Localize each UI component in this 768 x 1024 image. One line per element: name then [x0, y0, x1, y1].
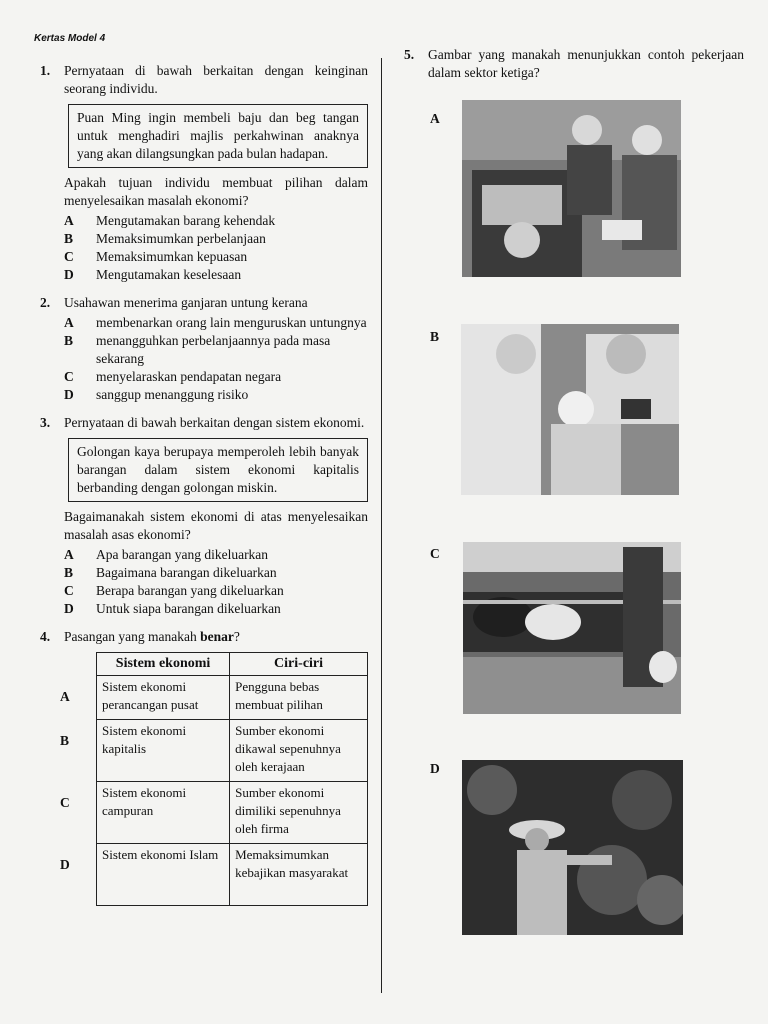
option-label: A: [64, 213, 74, 228]
right-column: [404, 46, 744, 82]
question-1: [40, 62, 368, 284]
pairing-table: [96, 652, 368, 906]
table-row[interactable]: [97, 676, 368, 720]
question-number: 3.: [40, 415, 51, 430]
option-label: B: [64, 565, 74, 580]
question-stem: Usahawan menerima ganjaran untung kerana: [64, 295, 308, 310]
system-cell: Sistem ekonomi perancangan pusat: [97, 676, 230, 720]
row-label-c: C: [60, 795, 70, 810]
option-label: B: [64, 333, 74, 348]
question-stem: Pernyataan di bawah berkaitan dengan sistem ekonomi.: [64, 415, 365, 430]
photo-label-b: B: [430, 329, 440, 344]
photo-label-a: A: [430, 111, 440, 126]
question-4: [40, 628, 368, 906]
option-text: sanggup menanggung risiko: [96, 387, 249, 402]
option-text: Mengutamakan barang kehendak: [96, 213, 276, 228]
option-text: Berapa barangan yang dikeluarkan: [96, 583, 284, 598]
question-number: 5.: [404, 47, 415, 62]
question-prompt: Apakah tujuan individu membuat pilihan dalam menyelesaikan masalah ekonomi?: [64, 175, 368, 208]
question-stem: Pernyataan di bawah berkaitan dengan keinginan seorang individu.: [64, 63, 368, 96]
question-stem: Gambar yang manakah menunjukkan contoh pekerjaan dalam sektor ketiga?: [428, 47, 744, 80]
row-label-a: A: [60, 689, 70, 704]
option-text: membenarkan orang lain menguruskan untungnya: [96, 315, 367, 330]
option-c[interactable]: [64, 248, 368, 266]
option-text: menyelaraskan pendapatan negara: [96, 369, 282, 384]
question-3: [40, 414, 368, 618]
option-c[interactable]: [64, 368, 368, 386]
factory-workers-icon: [462, 100, 681, 277]
table-row[interactable]: [97, 782, 368, 844]
row-label-b: B: [60, 733, 70, 748]
option-text: Untuk siapa barangan dikeluarkan: [96, 601, 281, 616]
question-2: [40, 294, 368, 404]
photo-label-c: C: [430, 546, 440, 561]
option-label: D: [64, 387, 74, 402]
option-label: D: [64, 267, 74, 282]
photo-label-d: D: [430, 761, 440, 776]
dairy-farm-cows-icon: [463, 542, 681, 714]
farmer-picking-crops-icon: [462, 760, 683, 935]
header-feature: Ciri-ciri: [230, 653, 368, 676]
option-text: Apa barangan yang dikeluarkan: [96, 547, 269, 562]
farmer-picking-crops-photo[interactable]: [462, 760, 683, 935]
question-prompt: Bagaimanakah sistem ekonomi di atas menyelesaikan masalah asas ekonomi?: [64, 509, 368, 542]
option-label: A: [64, 315, 74, 330]
feature-cell: Sumber ekonomi dimiliki sepenuhnya oleh firma: [230, 782, 368, 844]
column-divider: [381, 58, 382, 993]
table-header-row: [97, 653, 368, 676]
system-cell: Sistem ekonomi Islam: [97, 844, 230, 906]
feature-cell: Memaksimumkan kebajikan masyarakat: [230, 844, 368, 906]
dentist-patient-photo[interactable]: [461, 324, 679, 495]
question-stem-emphasis: benar: [200, 629, 234, 644]
option-d[interactable]: [64, 600, 368, 618]
option-d[interactable]: [64, 266, 368, 284]
option-a[interactable]: [64, 212, 368, 230]
option-b[interactable]: [64, 230, 368, 248]
option-c[interactable]: [64, 582, 368, 600]
table-row[interactable]: [97, 844, 368, 906]
statement-box: Golongan kaya berupaya memperoleh lebih banyak barangan dalam sistem ekonomi kapitalis berbanding dengan golongan miskin.: [68, 438, 368, 502]
question-5: [404, 46, 744, 82]
option-text: menangguhkan perbelanjaannya pada masa sekarang: [96, 333, 331, 366]
question-number: 1.: [40, 63, 51, 78]
question-stem-suffix: ?: [233, 629, 240, 644]
feature-cell: Pengguna bebas membuat pilihan: [230, 676, 368, 720]
option-text: Mengutamakan keselesaan: [96, 267, 242, 282]
option-d[interactable]: [64, 386, 368, 404]
option-a[interactable]: [64, 546, 368, 564]
option-label: A: [64, 547, 74, 562]
question-number: 4.: [40, 629, 51, 644]
paper-header: Kertas Model 4: [34, 33, 106, 44]
option-text: Memaksimumkan perbelanjaan: [96, 231, 266, 246]
option-text: Bagaimana barangan dikeluarkan: [96, 565, 277, 580]
dentist-patient-icon: [461, 324, 679, 495]
options-list: [64, 212, 368, 284]
factory-workers-photo[interactable]: [462, 100, 681, 277]
dairy-farm-cows-photo[interactable]: [463, 542, 681, 714]
statement-box: Puan Ming ingin membeli baju dan beg tangan untuk menghadiri majlis perkahwinan anaknya yang akan dilangsungkan pada bulan hadapan.: [68, 104, 368, 168]
option-b[interactable]: [64, 564, 368, 582]
feature-cell: Sumber ekonomi dikawal sepenuhnya oleh kerajaan: [230, 720, 368, 782]
header-system: Sistem ekonomi: [97, 653, 230, 676]
options-list: [64, 314, 368, 404]
option-label: B: [64, 231, 74, 246]
option-label: C: [64, 249, 74, 264]
option-b[interactable]: [64, 332, 368, 368]
row-label-d: D: [60, 857, 70, 872]
options-list: [64, 546, 368, 618]
option-label: D: [64, 601, 74, 616]
question-number: 2.: [40, 295, 51, 310]
option-text: Memaksimumkan kepuasan: [96, 249, 248, 264]
system-cell: Sistem ekonomi kapitalis: [97, 720, 230, 782]
question-stem-prefix: Pasangan yang manakah: [64, 629, 201, 644]
option-label: C: [64, 583, 74, 598]
left-column: [40, 62, 368, 916]
table-row[interactable]: [97, 720, 368, 782]
system-cell: Sistem ekonomi campuran: [97, 782, 230, 844]
option-a[interactable]: [64, 314, 368, 332]
option-label: C: [64, 369, 74, 384]
